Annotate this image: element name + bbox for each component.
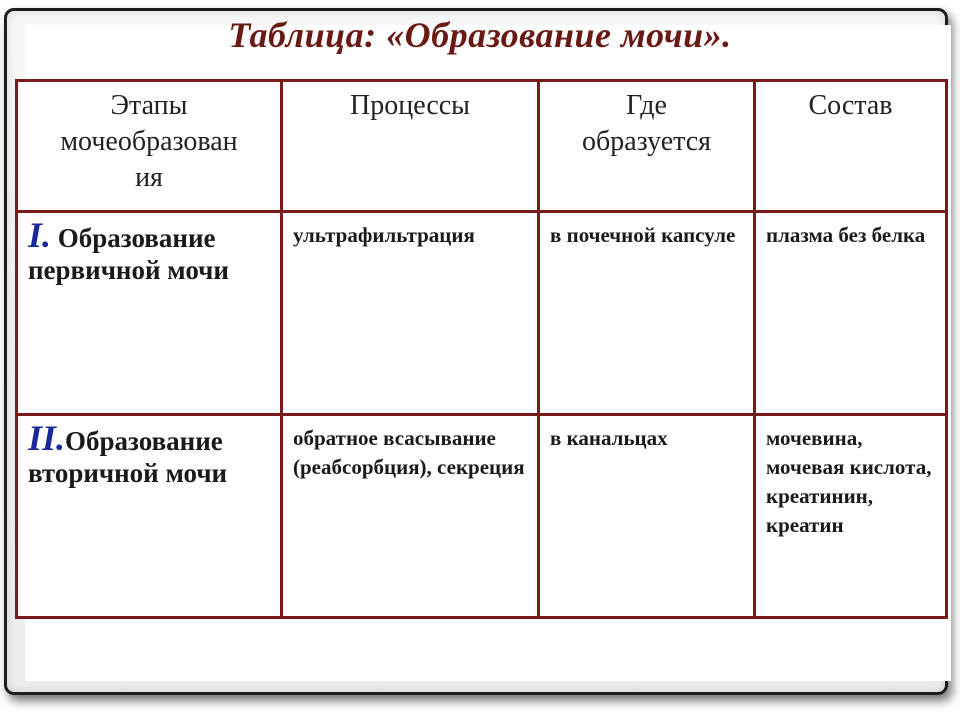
- header-stages-line: мочеобразован: [60, 126, 238, 157]
- location-text: в почечной капсуле: [550, 223, 736, 247]
- process-cell: [282, 415, 539, 618]
- header-composition-line: Состав: [808, 90, 893, 121]
- process-text: обратное всасывание (реабсорбция), секреция: [293, 426, 525, 479]
- header-location: [539, 81, 755, 212]
- location-text: в канальцах: [550, 426, 668, 450]
- header-processes-line: Процессы: [350, 90, 470, 121]
- table-row: [17, 415, 947, 618]
- header-location-line: образуется: [581, 126, 712, 157]
- stage-text: Образование первичной мочи: [28, 223, 229, 285]
- process-text: ультрафильтрация: [293, 223, 475, 247]
- composition-cell: [755, 212, 947, 415]
- process-cell: [282, 212, 539, 415]
- location-cell: [539, 415, 755, 618]
- header-stages-line: ия: [135, 162, 163, 193]
- roman-numeral: I.: [28, 215, 52, 255]
- header-composition: [755, 81, 947, 212]
- composition-text: плазма без белка: [766, 223, 926, 247]
- table-header-row: [17, 81, 947, 212]
- urine-formation-table: [15, 79, 948, 619]
- stage-label: [18, 416, 280, 489]
- location-cell: [539, 212, 755, 415]
- header-processes: [282, 81, 539, 212]
- header-stages-line: Этапы: [110, 90, 188, 121]
- stage-text: Образование вторичной мочи: [28, 426, 228, 488]
- stage-cell: [17, 415, 282, 618]
- composition-cell: [755, 415, 947, 618]
- header-stages: [17, 81, 282, 212]
- composition-text: мочевина, мочевая кислота, креатинин, креатин: [766, 426, 932, 537]
- table-row: [17, 212, 947, 415]
- stage-cell: [17, 212, 282, 415]
- header-location-line: Где: [626, 90, 667, 121]
- slide-title: Таблица: «Образование мочи».: [228, 15, 732, 55]
- stage-label: [18, 213, 280, 286]
- roman-numeral: II.: [28, 418, 66, 458]
